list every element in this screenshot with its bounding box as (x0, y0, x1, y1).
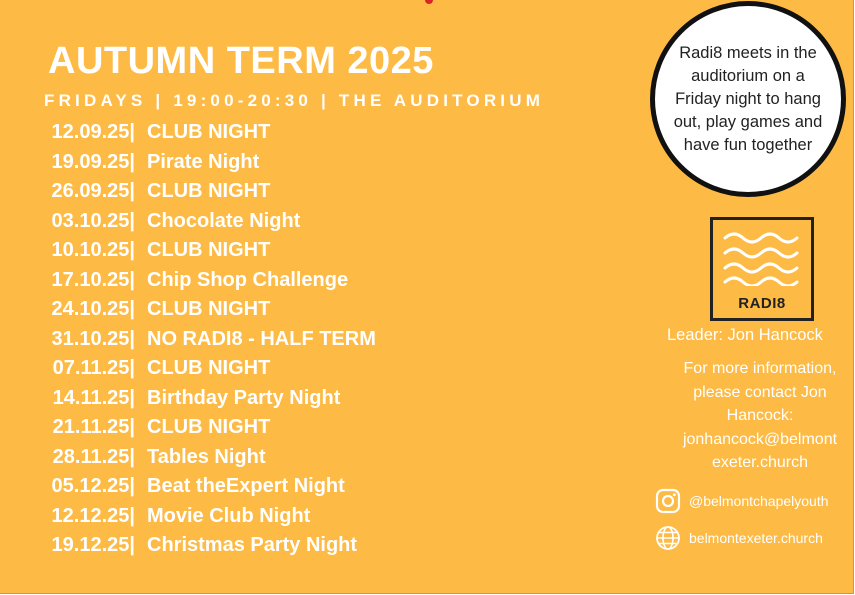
schedule-row (0, 384, 430, 414)
schedule-date: 07.11.25| (52, 357, 135, 379)
schedule-date: 17.10.25| (51, 268, 135, 291)
instagram-icon (655, 488, 681, 514)
radi8-logo (710, 217, 814, 321)
schedule-event: NO RADI8 - HALF TERM (147, 327, 376, 350)
schedule-date: 12.12.25| (51, 504, 135, 527)
instagram-link[interactable] (655, 489, 829, 513)
schedule-date: 14.11.25| (52, 386, 135, 409)
schedule-event: Chocolate Night (147, 209, 301, 232)
schedule-event: CLUB NIGHT (147, 298, 271, 320)
schedule-row (0, 443, 430, 473)
logo-text: RADI8 (738, 295, 786, 312)
about-circle (650, 1, 846, 197)
schedule-row (0, 118, 430, 148)
about-text: Radi8 meets in the auditorium on a Friday night to hang out, play games and have fun together (673, 43, 823, 154)
schedule-event: Christmas Party Night (147, 534, 358, 556)
page-title: AUTUMN TERM 2025 (48, 40, 434, 82)
page-subtitle: FRIDAYS | 19:00-20:30 | THE AUDITORIUM (44, 91, 545, 110)
schedule-event: CLUB NIGHT (147, 180, 271, 202)
waves-icon (723, 230, 801, 286)
schedule-date: 26.09.25| (51, 180, 135, 202)
schedule-row (0, 236, 430, 266)
schedule-event: Birthday Party Night (147, 386, 341, 409)
schedule-date: 24.10.25| (51, 298, 135, 320)
leader-text: Leader: Jon Hancock (667, 326, 823, 344)
schedule-event: CLUB NIGHT (147, 121, 271, 143)
schedule-date: 10.10.25| (51, 239, 135, 261)
schedule-row (0, 177, 430, 207)
website-url[interactable]: belmontexeter.church (689, 530, 823, 546)
schedule-list (0, 118, 430, 561)
instagram-handle[interactable]: @belmontchapelyouth (689, 493, 829, 509)
schedule-date: 12.09.25| (51, 121, 135, 143)
schedule-date: 19.12.25| (51, 534, 135, 556)
schedule-date: 31.10.25| (51, 327, 135, 350)
schedule-event: CLUB NIGHT (147, 357, 271, 379)
schedule-row (0, 472, 430, 502)
schedule-event: Movie Club Night (147, 504, 311, 527)
schedule-event: CLUB NIGHT (147, 416, 271, 438)
website-link[interactable] (655, 526, 823, 550)
schedule-row (0, 354, 430, 384)
schedule-row (0, 207, 430, 237)
schedule-event: Pirate Night (147, 150, 260, 173)
schedule-row (0, 325, 430, 355)
schedule-event: CLUB NIGHT (147, 239, 271, 261)
schedule-row (0, 531, 430, 561)
schedule-date: 03.10.25| (51, 209, 135, 232)
schedule-row (0, 502, 430, 532)
schedule-event: Beat theExpert Night (147, 475, 345, 497)
schedule-event: Tables Night (147, 445, 266, 468)
top-marker (425, 0, 433, 4)
schedule-row (0, 148, 430, 178)
schedule-date: 05.12.25| (51, 475, 135, 497)
schedule-row (0, 266, 430, 296)
contact-info: For more information, please contact Jon Hancock: jonhancock@belmont exeter.church (682, 360, 838, 471)
globe-icon (655, 525, 681, 551)
schedule-event: Chip Shop Challenge (147, 268, 349, 291)
schedule-row (0, 295, 430, 325)
schedule-date: 28.11.25| (52, 445, 135, 468)
schedule-row (0, 413, 430, 443)
schedule-date: 19.09.25| (51, 150, 135, 173)
schedule-date: 21.11.25| (52, 416, 135, 438)
